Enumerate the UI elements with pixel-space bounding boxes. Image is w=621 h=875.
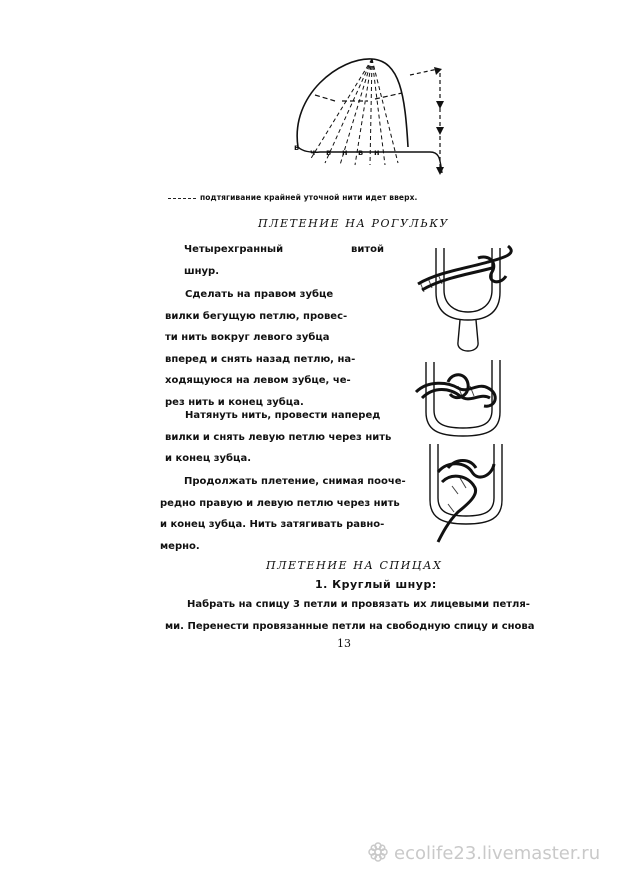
para4-line-1: Продолжать плетение, снимая поoче- xyxy=(184,476,406,487)
paragraph-5 xyxy=(165,594,535,637)
mark-2: в xyxy=(326,148,332,157)
para4-line-2: редно правую и левую петлю через нить xyxy=(160,497,400,509)
para4-line-3: и конец зубца. Нить затягивать равно- xyxy=(160,519,385,530)
flower-icon xyxy=(368,842,388,862)
para3-line-3: и конец зубца. xyxy=(165,453,252,464)
para4-line-4: мерно. xyxy=(160,540,200,552)
paragraph-3 xyxy=(165,405,395,470)
subheading-round-cord: 1. Круглый шнур: xyxy=(315,578,437,591)
mark-4: в xyxy=(358,148,364,157)
mark-1: ч xyxy=(310,148,316,157)
weaving-diagram xyxy=(280,55,460,185)
caption-text: подтягивание крайней уточной нити идет вверх. xyxy=(200,193,418,202)
para2-line-3: ти нить вокруг левого зубца xyxy=(165,332,330,343)
para5-line-2: ми. Перенести провязанные петли на свободную спицу и снова xyxy=(165,620,535,632)
para3-line-1: Натянуть нить, провести наперед xyxy=(185,410,381,421)
para2-line-1: Сделать на правом зубце xyxy=(185,289,334,300)
para1-line-2: шнур. xyxy=(184,265,220,277)
dash-legend xyxy=(168,198,196,199)
watermark-text: ecolife23.livemaster.ru xyxy=(394,843,601,864)
figure-caption xyxy=(168,193,417,202)
para5-line-1: Набрать на спицу 3 петли и провязать их лицевыми петля- xyxy=(187,599,530,610)
para2-line-4: вперед и снять назад петлю, на- xyxy=(165,353,356,365)
mark-5: н xyxy=(374,148,380,157)
page-number: 13 xyxy=(337,637,351,650)
para1-word-2: витой xyxy=(350,244,384,255)
mark-3: н xyxy=(342,148,348,157)
para3-line-2: вилки и снять левую петлю через нить xyxy=(165,431,392,443)
mark-0: в xyxy=(294,143,300,152)
section-title-rogulka: ПЛЕТЕНИЕ НА РОГУЛЬКУ xyxy=(258,217,450,230)
fork-knot-illustrations xyxy=(408,232,528,552)
paragraph-2 xyxy=(165,284,380,413)
para1-word-1: Четырехгранный xyxy=(184,244,284,255)
paragraph-1 xyxy=(184,239,384,282)
paragraph-4 xyxy=(160,471,406,557)
para2-line-2: вилки бегущую петлю, провес- xyxy=(165,310,348,322)
para2-line-5: ходящуюся на левом зубце, че- xyxy=(165,375,351,386)
section-title-spicy: ПЛЕТЕНИЕ НА СПИЦАХ xyxy=(266,559,443,572)
para2-line-6: рез нить и конец зубца. xyxy=(165,396,304,408)
watermark xyxy=(368,842,600,864)
